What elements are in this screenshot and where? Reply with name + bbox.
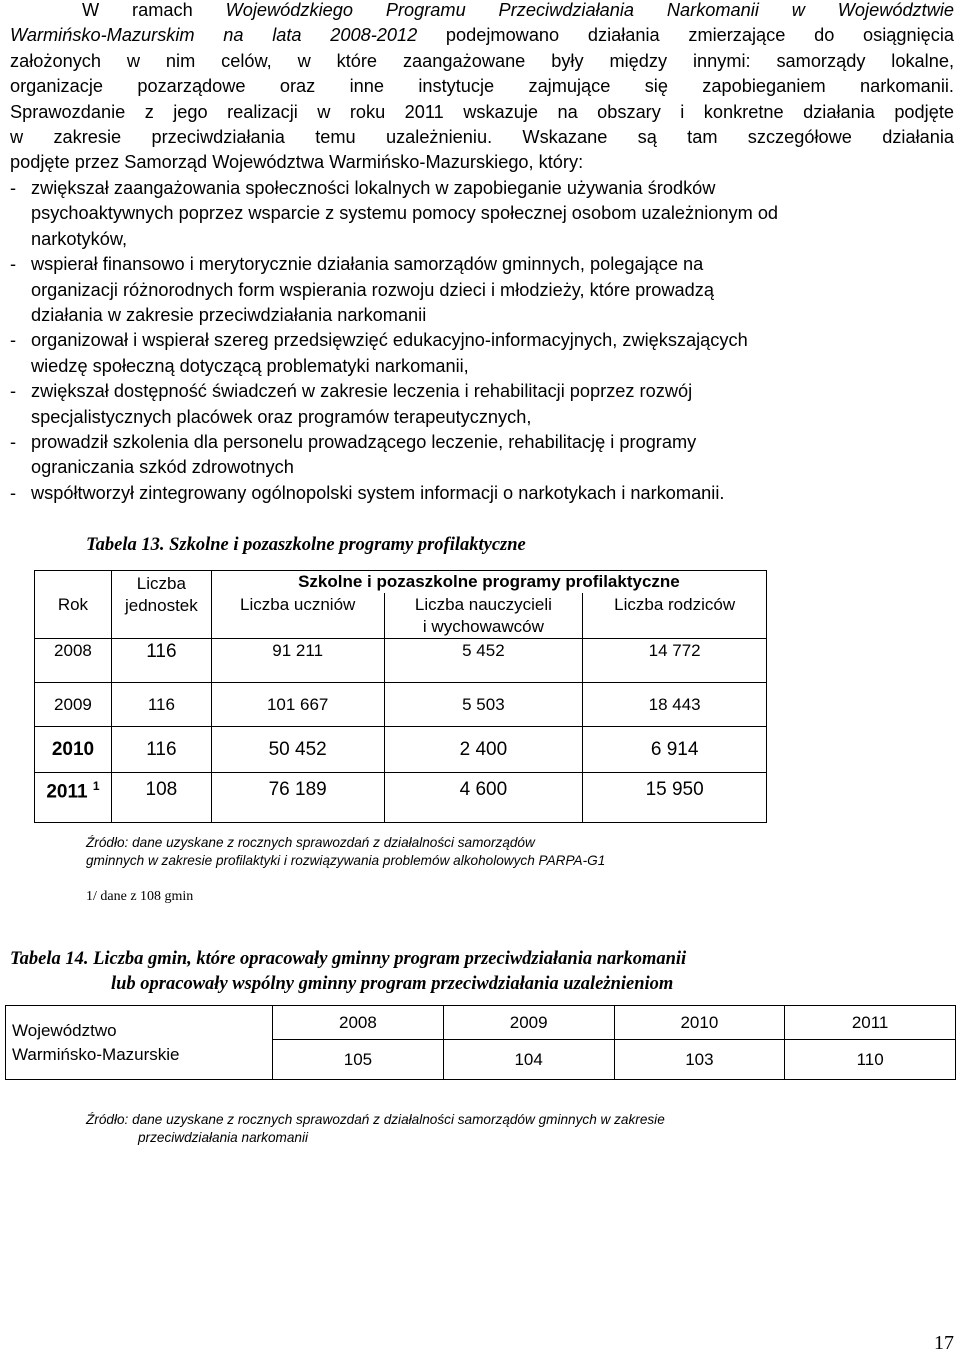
list-item: - współtworzył zintegrowany ogólnopolski system informacji o narkotykach i narkomanii. bbox=[10, 482, 725, 503]
table-13 bbox=[34, 570, 767, 823]
cell-rok: 2010 bbox=[35, 727, 112, 773]
cell-nauczycieli: 5 503 bbox=[384, 683, 583, 727]
table-14-caption: Tabela 14. Liczba gmin, które opracowały gminny program przeciwdziałania narkomanii lub opracowały wspólny gminny program przeciwdziałania uzależnieniom bbox=[10, 949, 687, 994]
value-cell: 103 bbox=[614, 1040, 785, 1080]
intro-line-5: Sprawozdanie z jego realizacji w roku 2011 wskazuje na obszary i konkretne działania podjęte bbox=[10, 101, 954, 122]
cell-uczniow: 91 211 bbox=[211, 639, 384, 683]
table-14 bbox=[5, 1005, 956, 1080]
value-cell: 105 bbox=[273, 1040, 444, 1080]
cell-jednostek: 116 bbox=[111, 639, 211, 683]
list-item: - zwiększał zaangażowania społeczności lokalnych w zapobieganie używania środków psychoaktywnych poprzez wsparcie z systemu pomocy społecznej osobom uzależnionym od narkotyków, bbox=[10, 178, 779, 249]
header-rok: Rok bbox=[35, 571, 112, 639]
header-group: Szkolne i pozaszkolne programy profilaktyczne bbox=[211, 571, 766, 593]
cell-nauczycieli: 5 452 bbox=[384, 639, 583, 683]
header-nauczycieli: Liczba nauczycieli bbox=[384, 593, 583, 617]
cell-rodzicow: 6 914 bbox=[583, 727, 767, 773]
table-row bbox=[35, 639, 767, 683]
intro-line-4: organizacje pozarządowe oraz inne instytucje zajmujące się zapobieganiem narkomanii. bbox=[10, 76, 954, 97]
cell-rodzicow: 18 443 bbox=[583, 683, 767, 727]
header-liczba-jednostek: Liczba jednostek bbox=[111, 571, 211, 639]
year-header: 2011 bbox=[785, 1006, 956, 1040]
cell-uczniow: 101 667 bbox=[211, 683, 384, 727]
intro-line-7: podjęte przez Samorząd Województwa Warmińsko-Mazurskiego, który: bbox=[10, 152, 584, 173]
cell-rok: 2011 $^1$ bbox=[35, 773, 112, 823]
table-row bbox=[35, 773, 767, 823]
value-cell: 110 bbox=[785, 1040, 956, 1080]
list-item: - organizował i wspierał szereg przedsięwzięć edukacyjno-informacyjnych, zwiększających wiedzę społeczną dotyczącą problematyki narkomanii, bbox=[10, 330, 748, 376]
cell-rodzicow: 14 772 bbox=[583, 639, 767, 683]
region-label: Województwo Warmińsko-Mazurskie bbox=[6, 1006, 273, 1080]
cell-nauczycieli: 4 600 bbox=[384, 773, 583, 823]
list-item: - zwiększał dostępność świadczeń w zakresie leczenia i rehabilitacji poprzez rozwój specjalistycznych placówek oraz programów terapeutycznych, bbox=[10, 381, 693, 427]
cell-jednostek: 116 bbox=[111, 683, 211, 727]
intro-line-1: W ramach Wojewódzkiego Programu Przeciwdziałania Narkomanii w Województwie bbox=[82, 0, 954, 20]
year-header: 2008 bbox=[273, 1006, 444, 1040]
cell-rodzicow: 15 950 bbox=[583, 773, 767, 823]
intro-line-2: Warmińsko-Mazurskim na lata 2008-2012 podejmowano działania zmierzające do osiągnięcia bbox=[10, 25, 955, 46]
header-uczniow: Liczba uczniów bbox=[211, 593, 384, 617]
table-13-footnote: 1/ dane z 108 gmin bbox=[86, 889, 194, 904]
header-rodzicow: Liczba rodziców bbox=[583, 593, 767, 617]
table-14-source: Źródło: dane uzyskane z rocznych sprawozdań z działalności samorządów gminnych w zakresie przeciwdziałania narkomanii bbox=[86, 1112, 665, 1145]
intro-line-6: w zakresie przeciwdziałania temu uzależnieniu. Wskazane są tam szczegółowe działania bbox=[10, 127, 954, 148]
header-wychowawcow: i wychowawców bbox=[384, 617, 583, 639]
page-number: 17 bbox=[934, 1332, 954, 1354]
list-item: - wspierał finansowo i merytorycznie działania samorządów gminnych, polegające na organizacji różnorodnych form wspierania rozwoju dzieci i młodzieży, które prowadzą działania w zakresie przeciwdziałania narkomanii bbox=[10, 254, 714, 326]
cell-jednostek: 116 bbox=[111, 727, 211, 773]
year-header: 2010 bbox=[614, 1006, 785, 1040]
table-row bbox=[35, 683, 767, 727]
activities-list bbox=[10, 176, 954, 506]
table-row bbox=[35, 727, 767, 773]
cell-rok: 2008 bbox=[35, 639, 112, 683]
cell-nauczycieli: 2 400 bbox=[384, 727, 583, 773]
cell-rok: 2009 bbox=[35, 683, 112, 727]
intro-line-3: założonych w nim celów, w które zaangażowane były między innymi: samorządy lokalne, bbox=[10, 50, 954, 71]
list-item: - prowadził szkolenia dla personelu prowadzącego leczenie, rehabilitację i programy ograniczania szkód zdrowotnych bbox=[10, 432, 697, 478]
table-13-caption: Tabela 13. Szkolne i pozaszkolne programy profilaktyczne bbox=[86, 535, 526, 555]
cell-uczniow: 50 452 bbox=[211, 727, 384, 773]
value-cell: 104 bbox=[443, 1040, 614, 1080]
cell-uczniow: 76 189 bbox=[211, 773, 384, 823]
cell-jednostek: 108 bbox=[111, 773, 211, 823]
table-13-source: Źródło: dane uzyskane z rocznych sprawozdań z działalności samorządów gminnych w zakresie profilaktyki i rozwiązywania problemów alkoholowych PARPA-G1 bbox=[86, 835, 606, 868]
intro-paragraph bbox=[10, 0, 954, 176]
year-header: 2009 bbox=[443, 1006, 614, 1040]
